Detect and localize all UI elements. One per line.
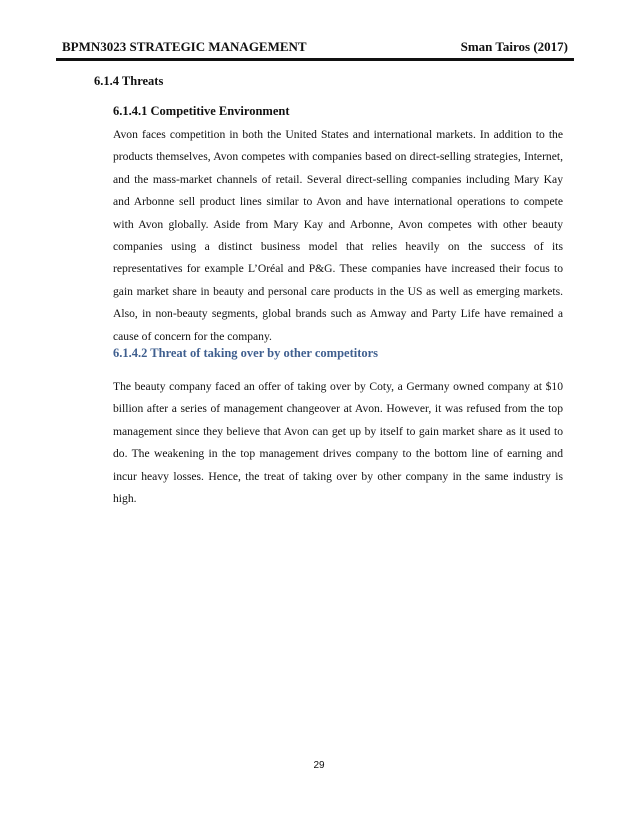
subsection-title-competitive-environment: 6.1.4.1 Competitive Environment	[113, 104, 290, 118]
paragraph-takeover-threat: The beauty company faced an offer of taking over by Coty, a Germany owned company at $10 billion after a series of management changeover at Avon. However, it was refused from the top management since they believe that Avon can get up by itself to gain market share as it used to do. The weakening in the top management drives company to the bottom line of earning and incur heavy losses. Hence, the treat of taking over by other company in the same industry is high.	[113, 380, 563, 506]
header-course-title: BPMN3023 STRATEGIC MANAGEMENT	[62, 39, 307, 54]
page-header	[56, 38, 574, 61]
header-author: Sman Tairos (2017)	[460, 39, 568, 54]
section-title: 6.1.4 Threats	[94, 74, 164, 88]
page-number: 29	[313, 760, 325, 771]
paragraph-competitive-environment: Avon faces competition in both the United States and international markets. In addition to the products themselves, Avon competes with companies based on direct-selling strategies, Internet, and the mass-market channels of retail. Several direct-selling companies including Mary Kay and Arbonne sell product lines similar to Avon and have international operations to compete with Avon globally. Aside from Mary Kay and Arbonne, Avon competes with other beauty companies using a distinct business model that relies heavily on the success of its representatives for example L’Oréal and P&G. These companies have increased their focus to gain market share in beauty and personal care products in the US as well as emerging markets. Also, in non-beauty segments, global brands such as Amway and Party Life have remained a cause of concern for the company.	[113, 128, 563, 343]
subsection-title-takeover-threat: 6.1.4.2 Threat of taking over by other competitors	[113, 346, 379, 360]
